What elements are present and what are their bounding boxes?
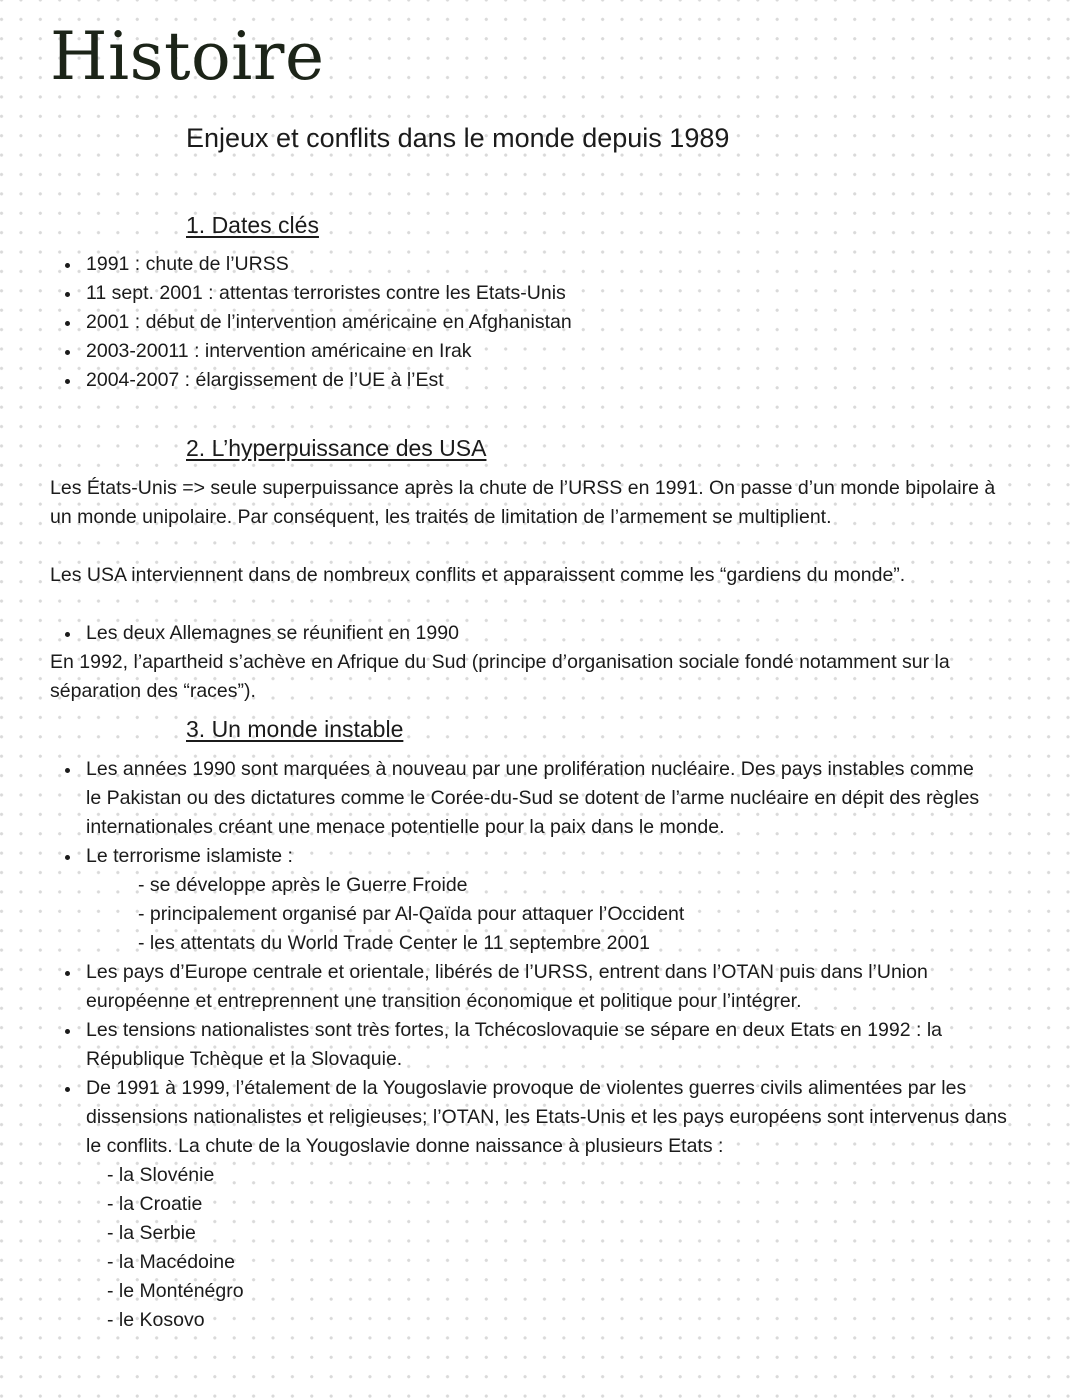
sub-list-item: - les attentats du World Trade Center le 11 septembre 2001 <box>138 929 1025 958</box>
sub-list-item: - la Slovénie <box>107 1161 1025 1190</box>
key-dates-list <box>50 250 1050 395</box>
list-item: Les pays d’Europe centrale et orientale, libérés de l’URSS, entrent dans l’OTAN puis dans l’Union européenne et entreprennent une transition économique et politique pour l’intégrer. <box>50 958 1025 1016</box>
sub-list-item: - la Croatie <box>107 1190 1025 1219</box>
sub-list-item: - principalement organisé par Al-Qaïda pour attaquer l’Occident <box>138 900 1025 929</box>
section-1-heading: 1. Dates clés <box>186 212 319 238</box>
list-item-text: Le terrorisme islamiste : <box>86 845 293 867</box>
section-2-heading: 2. L’hyperpuissance des USA <box>186 435 487 461</box>
sub-list-item: - se développe après le Guerre Froide <box>138 871 1025 900</box>
paragraph-superpower: Les États-Unis => seule superpuissance après la chute de l’URSS en 1991. On passe d’un monde bipolaire à un monde unipolaire. Par conséquent, les traités de limitation de l’armement se multiplient. <box>50 477 996 528</box>
list-item: 2003-20011 : intervention américaine en Irak <box>50 337 1050 366</box>
germany-list <box>50 619 1050 648</box>
list-item: 2004-2007 : élargissement de l’UE à l’Est <box>50 366 1050 395</box>
document-title: Enjeux et conflits dans le monde depuis 1989 <box>186 123 730 153</box>
paragraph-interventions: Les USA interviennent dans de nombreux conflits et apparaissent comme les “gardiens du monde”. <box>50 564 906 586</box>
paragraph-apartheid: En 1992, l’apartheid s’achève en Afrique du Sud (principe d’organisation sociale fondé notamment sur la séparation des “races”). <box>50 651 950 702</box>
states-sublist <box>86 1161 1025 1335</box>
sub-list-item: - la Serbie <box>107 1219 1025 1248</box>
list-item: Les tensions nationalistes sont très fortes, la Tchécoslovaquie se sépare en deux Etats en 1992 : la République Tchèque et la Slovaquie. <box>50 1016 1025 1074</box>
list-item-text: De 1991 à 1999, l’étalement de la Yougoslavie provoque de violentes guerres civils alimentées par les dissensions nationalistes et religieuses; l’OTAN, les Etats-Unis et les pays européens sont intervenus dans le conflits. La chute de la Yougoslavie donne naissance à plusieurs Etats : <box>86 1077 1007 1157</box>
list-item: 11 sept. 2001 : attentas terroristes contre les Etats-Unis <box>50 279 1050 308</box>
unstable-world-list <box>50 755 1025 1335</box>
list-item <box>50 842 1025 958</box>
sub-list-item: - le Monténégro <box>107 1277 1025 1306</box>
list-item: Les deux Allemagnes se réunifient en 1990 <box>50 619 1050 648</box>
page-title: Histoire <box>50 18 325 95</box>
list-item: 1991 : chute de l’URSS <box>50 250 1050 279</box>
terrorism-sublist <box>86 871 1025 958</box>
list-item: Les années 1990 sont marquées à nouveau par une prolifération nucléaire. Des pays instables comme le Pakistan ou des dictatures comme le Corée-du-Sud se dotent de l’arme nucléaire en dépit des règles internationales créant une menace potentielle pour la paix dans le monde. <box>50 755 1025 842</box>
section-3-heading: 3. Un monde instable <box>186 716 404 742</box>
sub-list-item: - le Kosovo <box>107 1306 1025 1335</box>
list-item: 2001 : début de l’intervention américaine en Afghanistan <box>50 308 1050 337</box>
sub-list-item: - la Macédoine <box>107 1248 1025 1277</box>
list-item <box>50 1074 1025 1335</box>
